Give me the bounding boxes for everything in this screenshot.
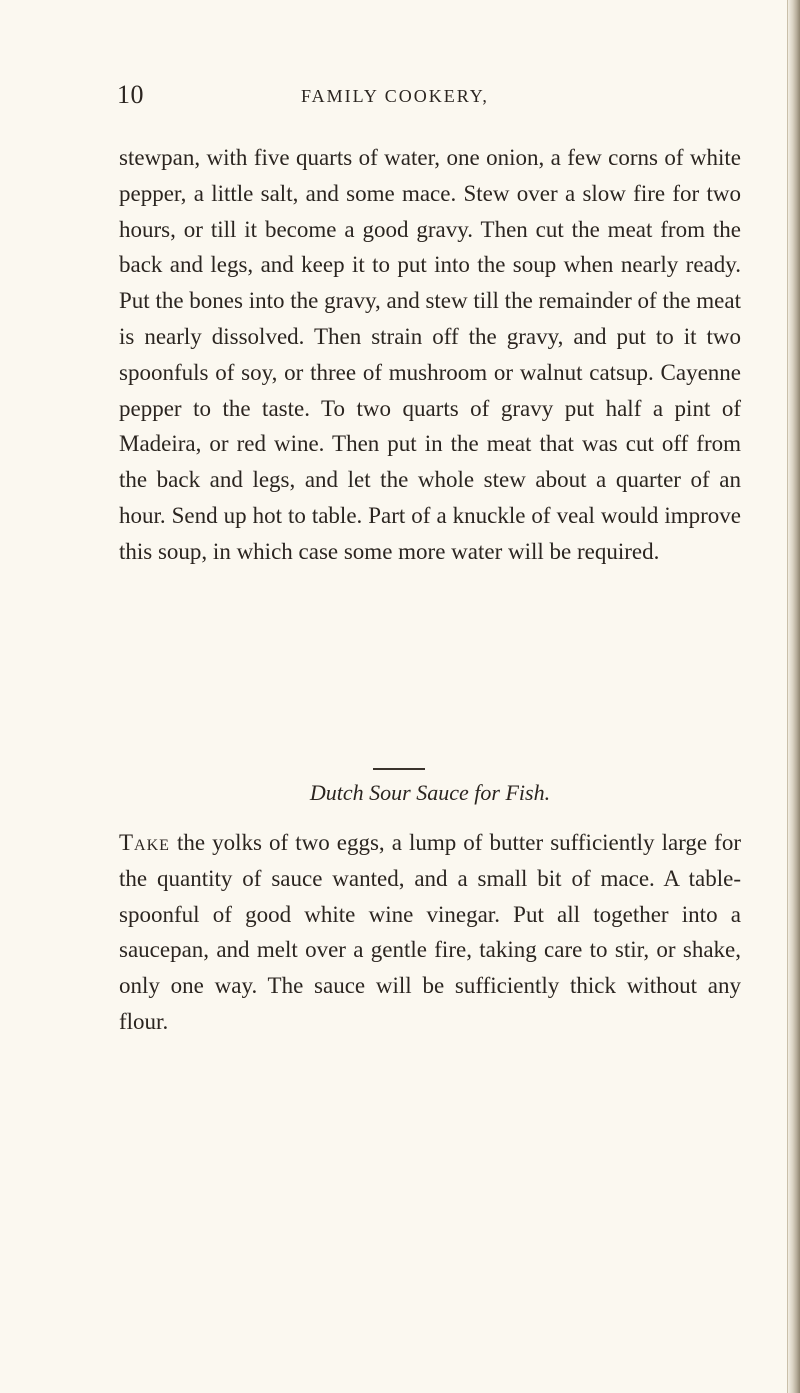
section-divider <box>373 768 425 770</box>
continued-paragraph: stewpan, with five quarts of water, one onion, a few corns of white pepper, a little salt, and some mace. Stew over a slow fire for two hours, or till it become a good gravy. Then cut the meat from the back and legs, and keep it to put into the soup when nearly ready. Put the bones into the gravy, and stew till the remainder of the meat is nearly dissolved. Then strain off the gravy, and put to it two spoonfuls of soy, or three of mushroom or walnut catsup. Cayenne pepper to the taste. To two quarts of gravy put half a pint of Madeira, or red wine. Then put in the meat that was cut off from the back and legs, and let the whole stew about a quarter of an hour. Send up hot to table. Part of a knuckle of veal would improve this soup, in which case some more water will be required. <box>119 145 741 564</box>
running-head: FAMILY COOKERY, <box>301 86 489 106</box>
recipe-lead-word: Take <box>119 830 170 855</box>
recipe-body: the yolks of two eggs, a lump of butter sufficiently large for the quantity of sauce wanted, and a small bit of mace. A table-spoonful of good white wine vinegar. Put all together into a saucepan, and melt over a gentle fire, taking care to stir, or shake, only one way. The sauce will be sufficiently thick without any flour. <box>119 830 741 1034</box>
page-edge <box>788 0 800 1393</box>
recipe-title: Dutch Sour Sauce for Fish. <box>309 780 551 805</box>
page-number: 10 <box>117 80 144 109</box>
recipe-paragraph <box>119 825 741 1040</box>
